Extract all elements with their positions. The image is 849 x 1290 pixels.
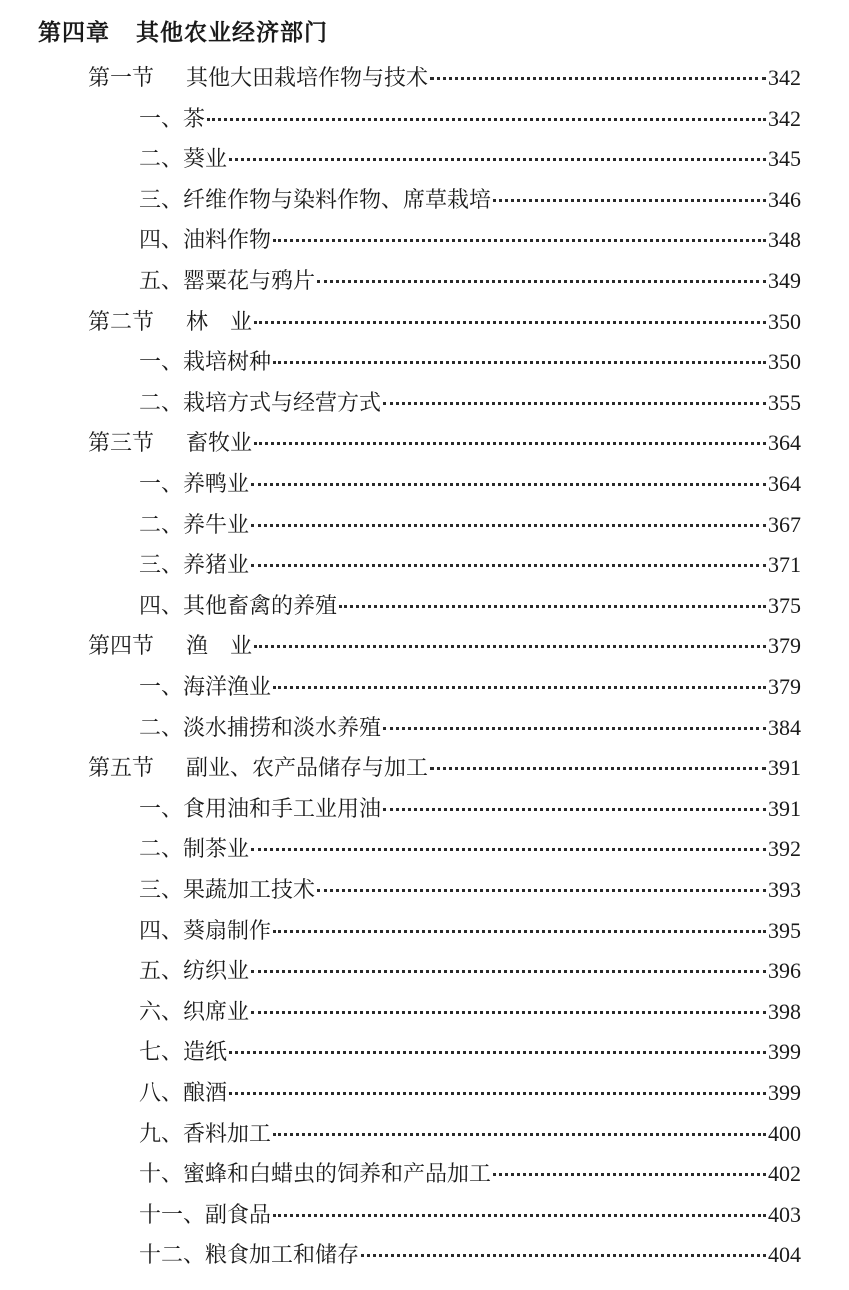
toc-entry-number: 三、 <box>139 187 184 213</box>
toc-entry-title: 罂粟花与鸦片 <box>183 269 316 294</box>
dot-leader <box>273 1133 766 1136</box>
toc-section-entry[interactable] <box>88 751 801 785</box>
dot-leader <box>339 605 766 608</box>
toc-entry-label <box>88 426 252 457</box>
toc-item-entry[interactable] <box>139 508 801 542</box>
toc-entry-title: 食用油和手工业用油 <box>183 796 382 822</box>
toc-page-number: 345 <box>768 146 801 172</box>
toc-entry-number: 二、 <box>139 390 184 416</box>
toc-entry-label <box>88 61 428 92</box>
dot-leader <box>493 1173 766 1176</box>
toc-item-entry[interactable] <box>139 914 801 948</box>
toc-entry-label <box>139 1238 359 1269</box>
toc-item-entry[interactable] <box>139 1117 801 1151</box>
toc-page-number: 375 <box>768 592 801 618</box>
toc-entry-number: 五、 <box>139 269 184 294</box>
toc-entry-label <box>139 183 491 214</box>
toc-entry-title: 其他大田栽培作物与技术 <box>186 66 429 91</box>
dot-leader <box>251 564 766 567</box>
toc-entry-label <box>139 1157 491 1188</box>
toc-entry-label <box>139 1198 271 1229</box>
toc-entry-number: 二、 <box>139 147 184 173</box>
toc-page-number: 379 <box>768 674 801 699</box>
dot-leader <box>251 848 766 851</box>
toc-entry-number: 四、 <box>139 918 184 944</box>
toc-entry-number: 一、 <box>139 106 184 132</box>
toc-entry-title: 淡水捕捞和淡水养殖 <box>183 715 382 741</box>
toc-item-entry[interactable] <box>139 548 801 582</box>
toc-page-number: 395 <box>768 917 801 943</box>
toc-entry-label <box>139 589 337 620</box>
toc-entry-number: 第四节 <box>88 634 155 660</box>
toc-entry-label <box>139 711 381 742</box>
toc-page-number: 403 <box>768 1201 801 1227</box>
toc-entry-label <box>88 629 252 660</box>
toc-page-number: 399 <box>768 1039 801 1065</box>
toc-entry-title: 畜牧业 <box>186 431 253 457</box>
toc-entry-number: 一、 <box>139 472 184 497</box>
toc-page-number: 391 <box>768 755 801 781</box>
toc-entry-title: 蜜蜂和白蜡虫的饲养和产品加工 <box>183 1162 492 1188</box>
toc-entry-number: 第三节 <box>88 431 155 457</box>
toc-item-entry[interactable] <box>139 873 801 907</box>
toc-item-entry[interactable] <box>139 1076 801 1110</box>
toc-entry-number: 八、 <box>139 1081 184 1106</box>
toc-entry-number: 三、 <box>139 553 184 579</box>
toc-entry-number: 九、 <box>139 1121 184 1147</box>
toc-entry-title: 造纸 <box>183 1040 228 1066</box>
toc-entry-number: 十二、 <box>139 1243 206 1269</box>
toc-entry-label <box>139 508 249 539</box>
toc-entry-label <box>139 223 271 254</box>
toc-page-number: 350 <box>768 349 801 375</box>
toc-item-entry[interactable] <box>139 386 801 420</box>
dot-leader <box>273 239 766 242</box>
dot-leader <box>251 970 766 973</box>
toc-entry-title: 织席业 <box>183 999 250 1025</box>
toc-page-number: 393 <box>768 877 801 902</box>
toc-entry-title: 油料作物 <box>183 228 272 254</box>
toc-page-number: 404 <box>768 1242 801 1268</box>
dot-leader <box>229 1092 766 1095</box>
toc-entry-number: 一、 <box>139 350 184 376</box>
toc-entry-title: 茶 <box>183 106 206 132</box>
toc-entry-label <box>88 305 252 336</box>
toc-entry-number: 十、 <box>139 1162 184 1188</box>
toc-entry-title: 香料加工 <box>183 1121 272 1147</box>
dot-leader <box>254 321 766 324</box>
toc-item-entry[interactable] <box>139 1157 801 1191</box>
toc-item-entry[interactable] <box>139 1198 801 1232</box>
toc-page-number: 364 <box>768 471 801 496</box>
dot-leader <box>361 1254 766 1257</box>
toc-page-number: 367 <box>768 511 801 537</box>
toc-entry-label <box>139 1076 227 1107</box>
toc-page-number: 342 <box>768 65 801 90</box>
toc-entry-number: 二、 <box>139 715 184 741</box>
toc-item-entry[interactable] <box>139 223 801 257</box>
toc-entry-number: 第一节 <box>88 66 155 91</box>
toc-section-entry[interactable] <box>88 305 801 339</box>
toc-entry-label <box>88 751 428 782</box>
toc-item-entry[interactable] <box>139 792 801 826</box>
toc-item-entry[interactable] <box>139 670 801 704</box>
toc-page-number: 402 <box>768 1161 801 1187</box>
toc-item-entry[interactable] <box>139 711 801 745</box>
dot-leader <box>254 442 766 445</box>
toc-entry-title: 养牛业 <box>183 512 250 538</box>
dot-leader <box>493 199 766 202</box>
toc-page-number: 348 <box>768 227 801 253</box>
toc-page-number: 399 <box>768 1080 801 1105</box>
toc-entry-title: 葵业 <box>183 147 228 173</box>
toc-entry-title: 栽培方式与经营方式 <box>183 390 382 416</box>
toc-entry-title: 纺织业 <box>183 959 250 985</box>
toc-entry-title: 其他畜禽的养殖 <box>183 593 338 619</box>
toc-entry-label <box>139 102 205 133</box>
toc-page-number: 379 <box>768 633 801 659</box>
chapter-title: 其他农业经济部门 <box>136 20 328 46</box>
toc-entry-label <box>139 1117 271 1148</box>
toc-page-number: 391 <box>768 795 801 821</box>
toc-entry-number: 七、 <box>139 1040 184 1066</box>
toc-entry-title: 粮食加工和储存 <box>205 1243 360 1269</box>
dot-leader <box>273 930 766 933</box>
toc-entry-label <box>139 954 249 985</box>
dot-leader <box>273 1214 766 1217</box>
toc-entry-title: 渔 业 <box>186 634 253 660</box>
toc-entry-title: 制茶业 <box>183 837 250 863</box>
dot-leader <box>207 118 766 121</box>
toc-entry-title: 葵扇制作 <box>183 918 272 944</box>
toc-item-entry[interactable] <box>139 183 801 217</box>
toc-item-entry[interactable] <box>139 467 801 501</box>
toc-page-number: 384 <box>768 714 801 740</box>
toc-entry-title: 养猪业 <box>183 553 250 579</box>
toc-entry-label <box>139 670 271 701</box>
dot-leader <box>273 361 766 364</box>
toc-entry-number: 四、 <box>139 228 184 254</box>
toc-page-number: 346 <box>768 186 801 212</box>
toc-item-entry[interactable] <box>139 142 801 176</box>
toc-item-entry[interactable] <box>139 589 801 623</box>
toc-entry-number: 四、 <box>139 593 184 619</box>
toc-entry-number: 三、 <box>139 878 184 903</box>
toc-item-entry[interactable] <box>139 102 801 136</box>
dot-leader <box>430 77 766 80</box>
toc-item-entry[interactable] <box>139 995 801 1029</box>
toc-page-number: 364 <box>768 430 801 456</box>
toc-entry-label <box>139 386 381 417</box>
dot-leader <box>251 1011 766 1014</box>
toc-section-entry[interactable] <box>88 426 801 460</box>
dot-leader <box>383 808 766 811</box>
toc-entry-number: 六、 <box>139 999 184 1025</box>
chapter-heading <box>38 14 328 47</box>
toc-page-number: 342 <box>768 105 801 131</box>
dot-leader <box>383 727 766 730</box>
toc-section-entry[interactable] <box>88 629 801 663</box>
toc-page-number: 396 <box>768 958 801 984</box>
toc-item-entry[interactable] <box>139 1035 801 1069</box>
toc-item-entry[interactable] <box>139 832 801 866</box>
toc-entry-title: 副业、农产品储存与加工 <box>186 756 429 782</box>
dot-leader <box>317 889 766 892</box>
toc-item-entry[interactable] <box>139 345 801 379</box>
toc-item-entry[interactable] <box>139 1238 801 1272</box>
toc-entry-number: 第五节 <box>88 756 155 782</box>
toc-entry-number: 五、 <box>139 959 184 985</box>
dot-leader <box>251 483 766 486</box>
toc-entry-label <box>139 467 249 498</box>
dot-leader <box>229 1051 766 1054</box>
toc-entry-number: 二、 <box>139 512 184 538</box>
toc-entry-label <box>139 142 227 173</box>
toc-entry-number: 一、 <box>139 675 184 700</box>
dot-leader <box>430 767 766 770</box>
toc-page-number: 350 <box>768 308 801 334</box>
toc-entry-title: 养鸭业 <box>183 472 250 497</box>
toc-entry-number: 十一、 <box>139 1202 206 1228</box>
toc-section-entry[interactable] <box>88 61 801 95</box>
toc-entry-number: 一、 <box>139 796 184 822</box>
toc-entry-label <box>139 914 271 945</box>
dot-leader <box>383 402 766 405</box>
toc-entry-label <box>139 548 249 579</box>
toc-page-number: 355 <box>768 389 801 415</box>
toc-page-number: 349 <box>768 268 801 293</box>
dot-leader <box>251 524 766 527</box>
chapter-number: 第四章 <box>38 20 110 46</box>
toc-entry-label <box>139 345 271 376</box>
toc-item-entry[interactable] <box>139 954 801 988</box>
dot-leader <box>317 280 766 283</box>
toc-entry-label <box>139 264 315 295</box>
toc-entry-label <box>139 792 381 823</box>
toc-entry-label <box>139 1035 227 1066</box>
toc-entry-title: 副食品 <box>205 1202 272 1228</box>
toc-entry-title: 酿酒 <box>183 1081 228 1106</box>
dot-leader <box>254 645 766 648</box>
dot-leader <box>229 158 766 161</box>
toc-entry-title: 纤维作物与染料作物、席草栽培 <box>183 187 492 213</box>
toc-entry-title: 林 业 <box>186 309 253 335</box>
toc-page-number: 392 <box>768 836 801 862</box>
toc-entry-title: 果蔬加工技术 <box>183 878 316 903</box>
toc-page-number: 400 <box>768 1120 801 1146</box>
toc-entry-label <box>139 873 315 904</box>
toc-entry-label <box>139 995 249 1026</box>
dot-leader <box>273 686 766 689</box>
toc-entry-title: 栽培树种 <box>183 350 272 376</box>
toc-entry-title: 海洋渔业 <box>183 675 272 700</box>
toc-page-number: 398 <box>768 998 801 1024</box>
toc-entry-number: 二、 <box>139 837 184 863</box>
toc-entry-label <box>139 832 249 863</box>
toc-item-entry[interactable] <box>139 264 801 298</box>
toc-page-number: 371 <box>768 552 801 578</box>
toc-entry-number: 第二节 <box>88 309 155 335</box>
